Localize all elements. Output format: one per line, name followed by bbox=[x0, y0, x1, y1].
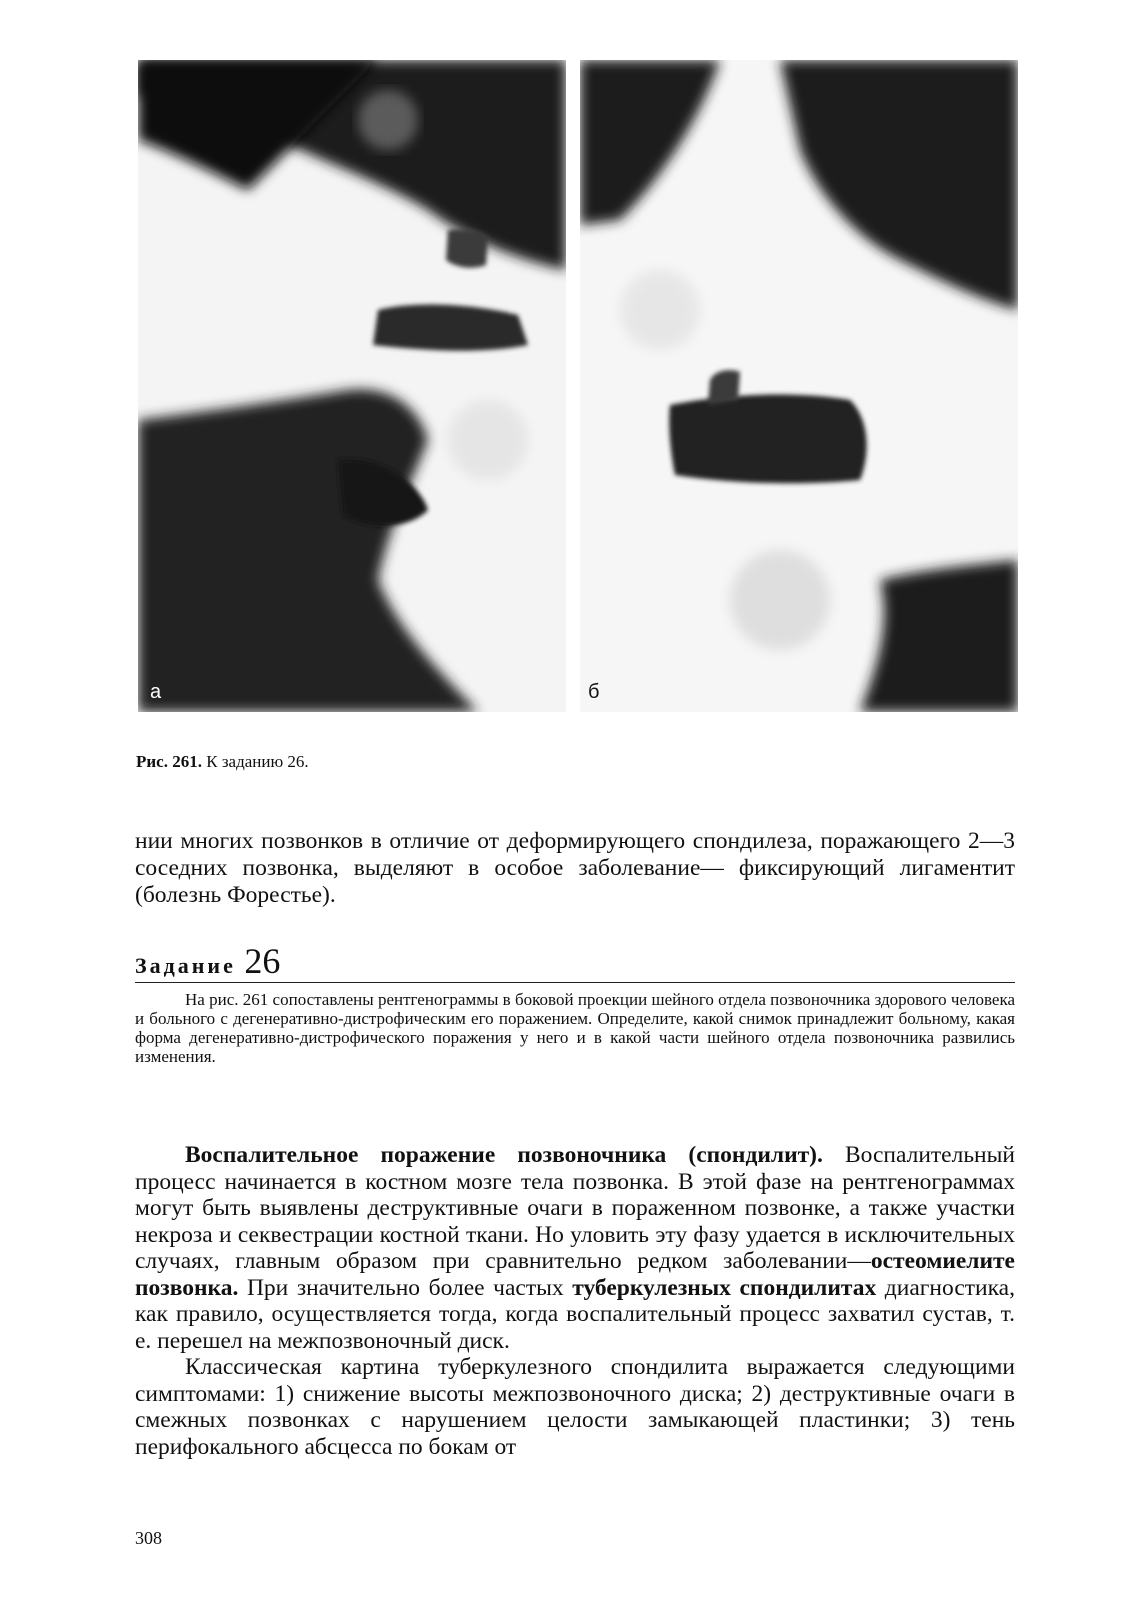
caption-text: К заданию 26. bbox=[201, 752, 309, 771]
panel-a-label: а bbox=[150, 681, 162, 703]
section-p1-text1: Воспалительный процесс начинается в костном мозге тела позвонка. В этой фазе на рентгенограммах могут быть выявлены деструктивные очаги в пораженном позвонке, а также участки некроза и секвестрации костной ткани. Но уловить эту фазу удается в исключительных случаях, главным образом при сравнительно редком заболевании— bbox=[135, 1142, 1016, 1274]
paragraph-top: нии многих позвонков в отличие от деформирующего спондилеза, поражающего 2—3 соседних позвонка, выделяют в особое заболевание— фиксирующий лигаментит (болезнь Форестье). bbox=[135, 828, 1015, 908]
radiograph-image-b bbox=[580, 60, 1018, 712]
section-p1-bold1: остеомиелите позвонка. bbox=[135, 1248, 1015, 1301]
caption-number: Рис. 261. bbox=[136, 752, 202, 771]
radiograph-panel-a bbox=[138, 60, 566, 712]
section-p1-text3: диагностика, как правило, осуществляется тогда, когда воспалительный процесс захватил сустав, т. е. перешел на межпозвоночный диск. bbox=[135, 1274, 1015, 1354]
page-number: 308 bbox=[135, 1528, 162, 1548]
section-spondylitis bbox=[135, 1142, 1015, 1460]
task-heading-number: 26 bbox=[244, 941, 281, 981]
task-divider bbox=[135, 982, 1015, 983]
section-p1-bold2: туберкулезных спондилитах bbox=[572, 1274, 877, 1301]
section-title: Воспалительное поражение позвоночника (спондилит). bbox=[185, 1142, 823, 1168]
section-p1-text2: При значительно более частых bbox=[238, 1274, 573, 1301]
panel-b-label: б bbox=[588, 681, 600, 703]
section-paragraph-2: Классическая картина туберкулезного спондилита выражается следующими симптомами: 1) снижение высоты межпозвоночного диска; 2) деструктивные очаги в смежных позвонках с нарушением целости замыкающей пластинки; 3) тень перифокального абсцесса по бокам от bbox=[135, 1354, 1015, 1460]
task-text: На рис. 261 сопоставлены рентгенограммы в боковой проекции шейного отдела позвоночника здорового человека и больного с дегенеративно-дистрофическим его поражением. Определите, какой снимок принадлежит больному, какая форма дегенеративно-дистрофического поражения у него и в какой части шейного отдела позвоночника развились изменения. bbox=[135, 990, 1015, 1066]
radiograph-image-a bbox=[138, 60, 566, 712]
section-paragraph-1 bbox=[135, 1142, 1015, 1354]
task-heading bbox=[135, 940, 280, 982]
radiograph-figure bbox=[138, 60, 1018, 712]
radiograph-panel-b bbox=[580, 60, 1018, 712]
figure-caption bbox=[136, 752, 309, 772]
task-heading-word: Задание bbox=[135, 953, 245, 978]
